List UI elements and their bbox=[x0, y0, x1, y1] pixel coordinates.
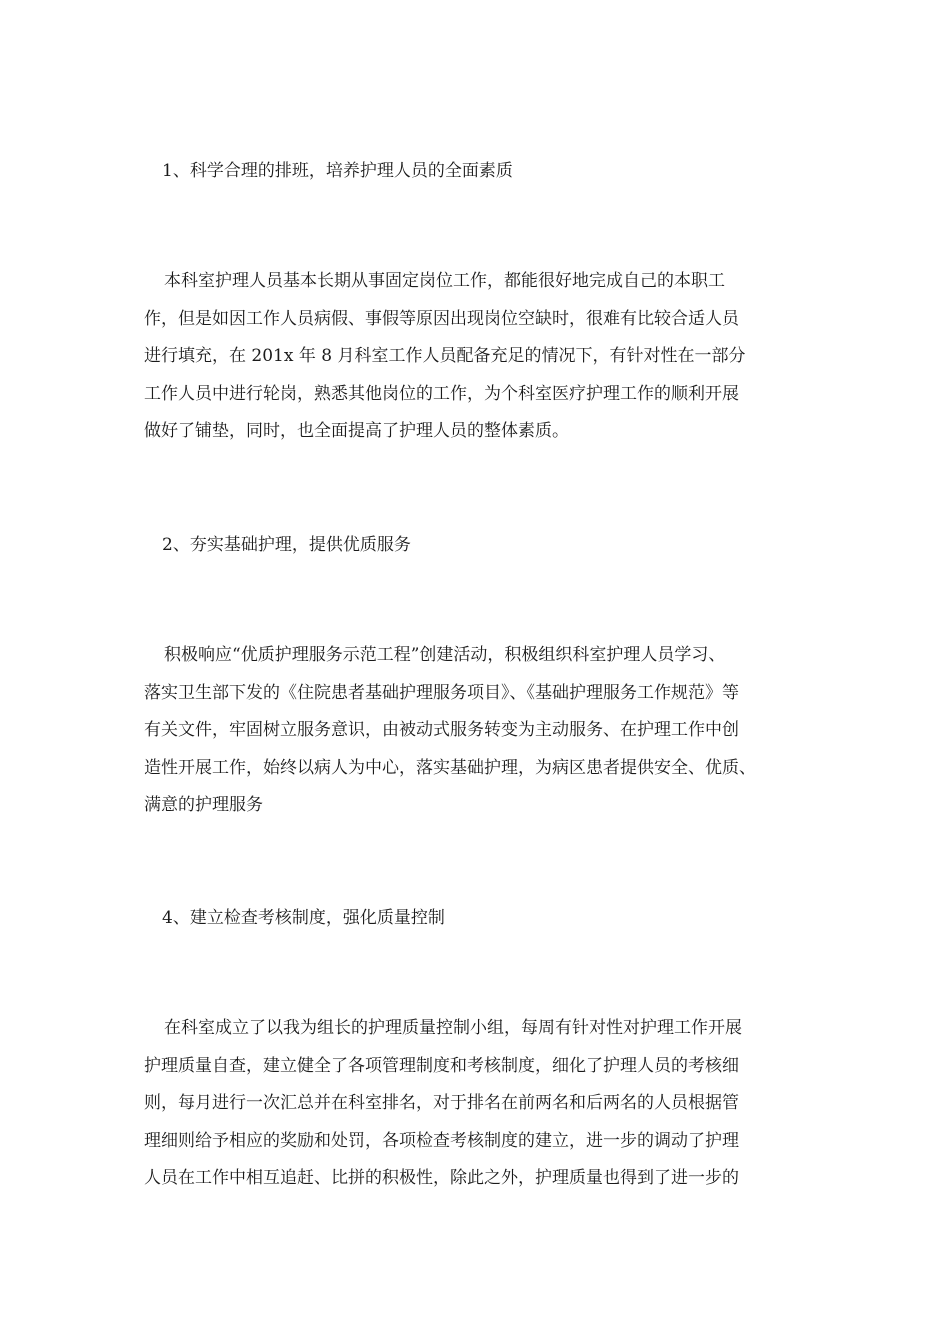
paragraph-line: 有关文件，牢固树立服务意识，由被动式服务转变为主动服务、在护理工作中创 bbox=[144, 720, 739, 740]
section-heading-2: 2、夯实基础护理，提供优质服务 bbox=[162, 535, 411, 555]
paragraph-line: 则，每月进行一次汇总并在科室排名，对于排名在前两名和后两名的人员根据管 bbox=[144, 1093, 739, 1113]
section-paragraph-1 bbox=[144, 263, 810, 451]
paragraph-line: 积极响应“优质护理服务示范工程”创建活动，积极组织科室护理人员学习、 bbox=[164, 645, 726, 665]
paragraph-line: 进行填充，在 201x 年 8 月科室工作人员配备充足的情况下，有针对性在一部分 bbox=[144, 346, 746, 366]
paragraph-line: 工作人员中进行轮岗，熟悉其他岗位的工作，为个科室医疗护理工作的顺利开展 bbox=[144, 383, 739, 404]
paragraph-line: 在科室成立了以我为组长的护理质量控制小组，每周有针对性对护理工作开展 bbox=[164, 1018, 742, 1038]
paragraph-line: 理细则给予相应的奖励和处罚，各项检查考核制度的建立，进一步的调动了护理 bbox=[144, 1130, 739, 1151]
section-heading-1: 1、科学合理的排班，培养护理人员的全面素质 bbox=[162, 161, 513, 181]
section-paragraph-4 bbox=[144, 1010, 810, 1198]
paragraph-line: 落实卫生部下发的《住院患者基础护理服务项目》、《基础护理服务工作规范》等 bbox=[144, 682, 739, 703]
paragraph-line: 作，但是如因工作人员病假、事假等原因出现岗位空缺时，很难有比较合适人员 bbox=[144, 308, 739, 329]
paragraph-line: 满意的护理服务 bbox=[144, 795, 263, 815]
section-paragraph-2 bbox=[144, 637, 810, 825]
paragraph-line: 本科室护理人员基本长期从事固定岗位工作，都能很好地完成自己的本职工 bbox=[164, 271, 725, 291]
paragraph-line: 做好了铺垫，同时，也全面提高了护理人员的整体素质。 bbox=[144, 421, 569, 441]
section-heading-4: 4、建立检查考核制度，强化质量控制 bbox=[162, 908, 445, 928]
paragraph-line: 造性开展工作，始终以病人为中心，落实基础护理，为病区患者提供安全、优质、 bbox=[144, 757, 756, 778]
paragraph-line: 护理质量自查，建立健全了各项管理制度和考核制度，细化了护理人员的考核细 bbox=[144, 1055, 739, 1076]
paragraph-line: 人员在工作中相互追赶、比拼的积极性，除此之外，护理质量也得到了进一步的 bbox=[144, 1168, 739, 1188]
